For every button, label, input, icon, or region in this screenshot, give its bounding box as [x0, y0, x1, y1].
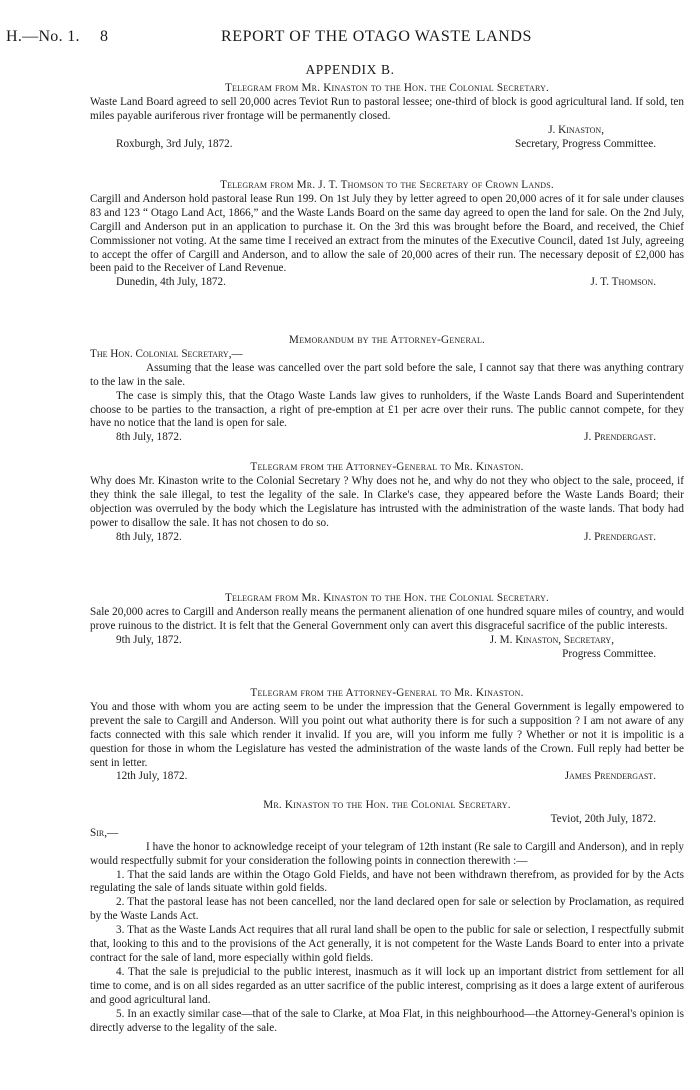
place-date: Roxburgh, 3rd July, 1872. — [116, 137, 233, 150]
date: 8th July, 1872. — [116, 530, 182, 543]
signature-row — [90, 531, 684, 545]
place-date: Teviot, 20th July, 1872. — [550, 812, 656, 825]
section-body: Why does Mr. Kinaston write to the Colonial Secretary ? Why does not he, and why do not they who object to the sale, proceed, if they think the sale illegal, to test the legality of the sale. In Clarke's case, they appeared before the Waste Lands Board; their objection was overruled by the body which the Legislature has intrusted with the administration of the waste lands. That body had power to disallow the sale. It has not chosen to do so. — [90, 474, 684, 529]
telegram-kinaston-2 — [90, 592, 684, 662]
paragraph: I have the honor to acknowledge receipt of your telegram of 12th instant (Re sale to Cargill and Anderson), and in reply would respectfully submit for your consideration the following points in connection therewith :— — [90, 840, 684, 867]
numbered-point: 5. In an exactly similar case—that of the sale to Clarke, at Moa Flat, in this neighbourhood—the Attorney-General's opinion is directly adverse to the legality of the sale. — [90, 1007, 684, 1034]
section-body: Sale 20,000 acres to Cargill and Anderson really means the permanent alienation of one hundred square miles of country, and would prove ruinous to the district. It is felt that the General Government only can avert this disgraceful sacrifice of the public interests. — [90, 605, 684, 632]
numbered-point: 4. That the sale is prejudicial to the public interest, inasmuch as it will lock up an important district from settlement for all time to come, and is on all sides regarded as an utter sacrifice of the public interest, comprising as it does a large extent of auriferous and good agricultural land. — [90, 965, 684, 1006]
appendix-heading: APPENDIX B. — [305, 62, 395, 77]
signature: J. Prendergast. — [584, 530, 656, 543]
section-body: Cargill and Anderson hold pastoral lease Run 199. On 1st July they by letter agreed to open 20,000 acres of it for sale under clauses 83 and 123 “ Otago Land Act, 1866,” and the Waste Lands Board on the same day agreed to open the land for sale. On the 2nd July, Cargill and Anderson put in an application to purchase it. On the 3rd this was brought before the Board, and received, the Chief Commissioner not voting. At the same time I received an extract from the minutes of the Executive Council, dated 1st July, agreeing to accept the offer of Cargill and Anderson, and to allow the sale of 20,000 acres of their run. The necessary deposit of £2,000 has been paid to the Receiver of Land Revenue. — [90, 192, 684, 275]
date: 8th July, 1872. — [116, 431, 182, 444]
signature: J. T. Thomson. — [590, 276, 656, 289]
memorandum-attorney-general — [90, 334, 684, 445]
signature: J. Prendergast. — [584, 431, 656, 444]
signature-title: Progress Committee. — [562, 647, 656, 660]
signature-row — [90, 276, 684, 290]
paragraph: Assuming that the lease was cancelled over the part sold before the sale, I cannot say that there was anything contrary to the law in the sale. — [90, 361, 684, 388]
address-line: The Hon. Colonial Secretary,— — [90, 347, 243, 360]
numbered-point: 1. That the said lands are within the Otago Gold Fields, and have not been withdrawn therefrom, as provided for by the Acts regulating the sale of lands situate within gold fields. — [90, 868, 684, 895]
salutation: Sir,— — [90, 826, 119, 839]
page-number: 8 — [100, 28, 108, 45]
section-heading: Telegram from the Attorney-General to Mr. Kinaston. — [250, 687, 524, 699]
document-reference: H.—No. 1. — [6, 28, 80, 45]
section-body: You and those with whom you are acting seem to be under the impression that the General Government is legally empowered to prevent the sale to Cargill and Anderson. Will you point out what authority there is for such a supposition ? I am not aware of any facts connected with this sale which render it invalid. If you are, will you inform me fully ? Whether or not it is impolitic is a question for those in whom the Legislature has vested the administration of the waste lands of the Crown. Full reply had better be sent in letter. — [90, 700, 684, 769]
letter-kinaston — [90, 799, 684, 1035]
signature-row — [90, 138, 684, 152]
numbered-point: 3. That as the Waste Lands Act requires that all rural land shall be open to the public for sale or selection, I respectfully submit that, looking to this and to the provisions of the Act generally, it is not competent for the Waste Lands Board to enter into a private contract for the sale of land, more especially within gold fields. — [90, 924, 684, 964]
signature-row — [90, 431, 684, 445]
telegram-kinaston-1 — [90, 82, 684, 152]
signature-name: J. Kinaston, — [548, 123, 604, 136]
place-date: Dunedin, 4th July, 1872. — [116, 276, 226, 289]
signature-row — [90, 634, 684, 648]
section-heading: Telegram from Mr. Kinaston to the Hon. the Colonial Secretary. — [224, 82, 550, 94]
numbered-point: 2. That the pastoral lease has not been cancelled, nor the land declared open for sale or selection by Proclamation, as required by the Waste Lands Act. — [90, 896, 684, 923]
telegram-attorney-general-1 — [90, 461, 684, 545]
section-heading: Telegram from Mr. Kinaston to the Hon. the Colonial Secretary. — [224, 592, 550, 604]
date: 9th July, 1872. — [116, 633, 182, 646]
running-header — [6, 28, 694, 48]
section-heading: Telegram from Mr. J. T. Thomson to the Secretary of Crown Lands. — [220, 179, 554, 191]
section-heading: Mr. Kinaston to the Hon. the Colonial Secretary. — [263, 799, 511, 811]
signature: James Prendergast. — [564, 770, 656, 783]
signature-title: Secretary, Progress Committee. — [515, 137, 656, 150]
telegram-thomson — [90, 179, 684, 290]
signature-name: J. M. Kinaston, Secretary, — [489, 633, 614, 646]
date: 12th July, 1872. — [116, 770, 188, 783]
section-heading: Telegram from the Attorney-General to Mr. Kinaston. — [250, 461, 524, 473]
page-title: REPORT OF THE OTAGO WASTE LANDS — [221, 28, 533, 45]
signature-row — [90, 770, 684, 784]
telegram-attorney-general-2 — [90, 687, 684, 784]
section-body: Waste Land Board agreed to sell 20,000 acres Teviot Run to pastoral lessee; one-third of block is good agricultural land. If sold, ten miles payable auriferous river frontage will be permanently closed. — [90, 95, 684, 122]
section-heading: Memorandum by the Attorney-General. — [288, 334, 486, 346]
paragraph: The case is simply this, that the Otago Waste Lands law gives to runholders, if the Waste Lands Board and Superintendent choose to be parties to the transaction, a right of pre-emption at £1 per acre over their runs. The public cannot compete, for they have no notice that the land is open for sale. — [90, 389, 684, 430]
